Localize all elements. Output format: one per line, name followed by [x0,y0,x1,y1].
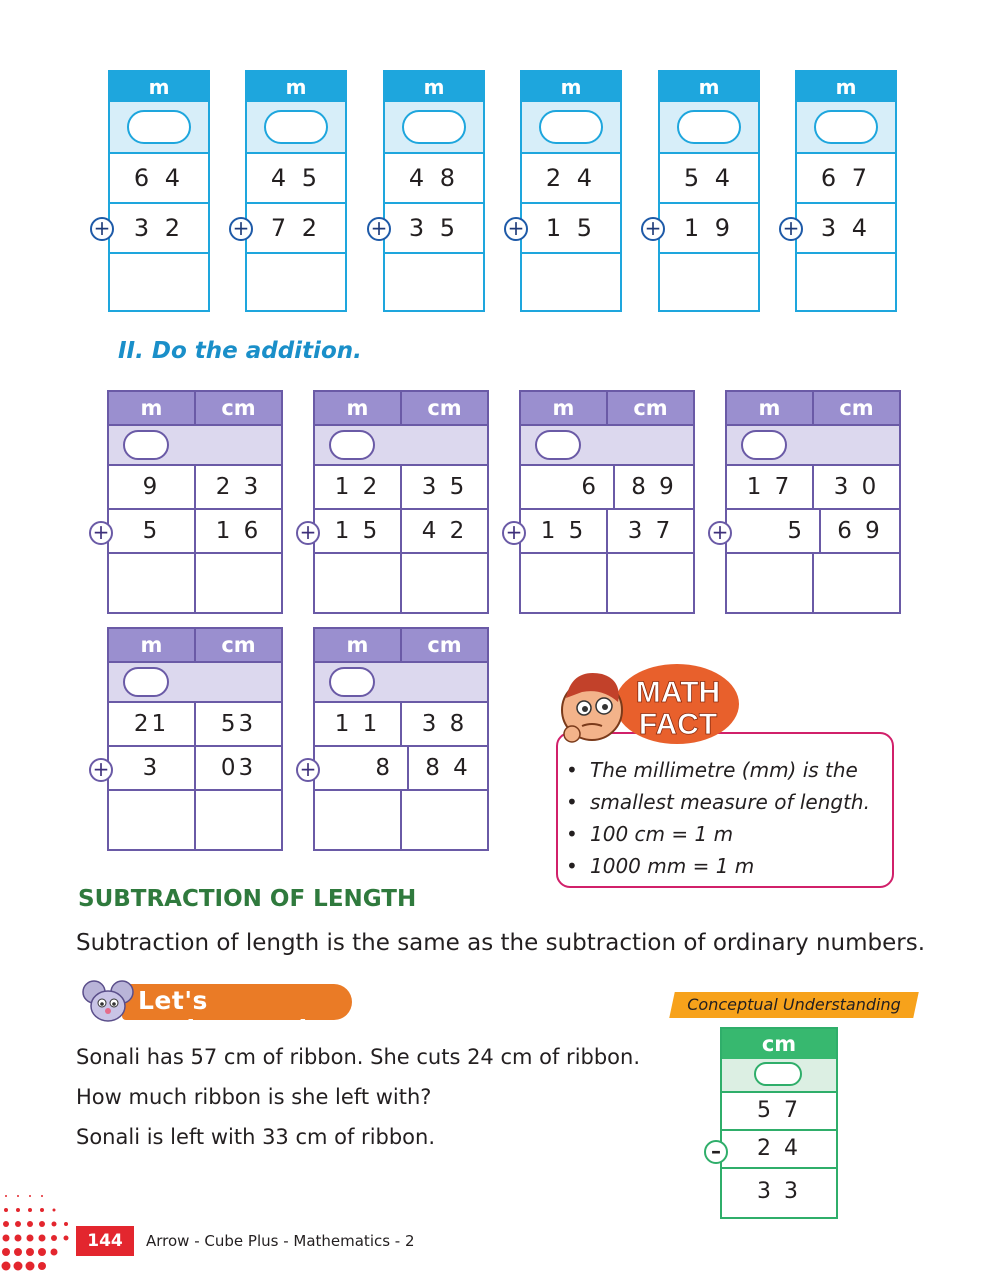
plus-icon: + [90,217,114,241]
subtraction-heading: SUBTRACTION OF LENGTH [78,886,417,912]
math-fact-box [556,732,894,888]
answer-cell[interactable] [522,254,620,310]
plus-icon: + [296,758,320,782]
addend-bottom: 1 9 [660,204,758,254]
page-number: 144 [76,1226,134,1256]
addend-top: 5 4 [660,154,758,204]
carry-oval[interactable] [402,110,466,144]
m-cm-table-4 [725,390,901,614]
fact-item: • smallest measure of length. [590,786,892,818]
m-answer-cell[interactable] [315,554,402,612]
cm-value-bottom: 1 6 [215,518,262,544]
concept-tag [669,992,919,1018]
table-header: m [385,72,483,102]
difference: 3 3 [757,1179,801,1204]
cm-value-bottom: 03 [220,755,257,781]
cm-header: cm [427,396,462,420]
cm-header: cm [722,1029,836,1059]
meter-table-1 [108,70,210,312]
cm-value-top: 2 3 [215,474,262,500]
cm-value-top: 8 9 [631,474,677,500]
meter-table-3 [383,70,485,312]
fact-item: • The millimetre (mm) is the [590,754,892,786]
m-value-top: 1 7 [727,466,814,508]
cm-value-top: 3 8 [421,711,468,737]
concept-tag-label: Conceptual Understanding [687,995,901,1014]
m-answer-cell[interactable] [727,554,814,612]
m-cm-table-1 [107,390,283,614]
m-value-bottom: 1 5 [315,510,402,552]
math-fact-badge [552,662,742,746]
cm-header: cm [427,633,462,657]
cm-header: cm [839,396,874,420]
m-cm-table-3 [519,390,695,614]
addend-bottom: 7 2 [247,204,345,254]
carry-oval[interactable] [329,667,375,697]
plus-icon: + [779,217,803,241]
table-header: m [110,72,208,102]
book-title: Arrow - Cube Plus - Mathematics - 2 [146,1232,415,1250]
cm-header: cm [633,396,668,420]
m-value-top: 1 1 [315,703,402,745]
carry-oval[interactable] [539,110,603,144]
carry-oval[interactable] [123,667,169,697]
story-line-3: Sonali is left with 33 cm of ribbon. [76,1125,436,1149]
section-2-title: II. Do the addition. [118,338,362,364]
plus-icon: + [641,217,665,241]
m-answer-cell[interactable] [109,554,196,612]
math-fact-line1: MATH [635,676,721,709]
plus-icon: + [229,217,253,241]
cm-answer-cell[interactable] [402,791,487,849]
m-value-top: 6 [521,466,615,508]
m-value-top: 9 [109,466,196,508]
plus-icon: + [708,521,732,545]
carry-oval[interactable] [264,110,328,144]
m-header: m [109,392,196,424]
addend-bottom: 3 5 [385,204,483,254]
meter-table-6 [795,70,897,312]
m-answer-cell[interactable] [109,791,196,849]
table-header: m [797,72,895,102]
subtrahend: 2 4 [722,1131,836,1169]
answer-cell[interactable] [797,254,895,310]
m-header: m [109,629,196,661]
cm-value-top: 3 0 [833,474,880,500]
cm-subtraction-table [720,1027,838,1219]
fact-item: • 1000 mm = 1 m [590,850,892,882]
mouse-mascot-icon [78,978,138,1024]
meter-table-2 [245,70,347,312]
carry-oval[interactable] [814,110,878,144]
math-fact-line2: FACT [638,708,718,741]
m-header: m [521,392,608,424]
cm-answer-cell[interactable] [196,791,281,849]
dot-pattern-decoration [0,1186,80,1280]
cm-header: cm [221,396,256,420]
addend-bottom: 3 4 [797,204,895,254]
m-value-top: 21 [109,703,196,745]
plus-icon: + [89,758,113,782]
cm-answer-cell[interactable] [608,554,693,612]
plus-icon: + [89,521,113,545]
addend-bottom: 3 2 [110,204,208,254]
m-value-bottom: 5 [727,510,821,552]
cm-header: cm [221,633,256,657]
cm-answer-cell[interactable] [196,554,281,612]
plus-icon: + [367,217,391,241]
cm-value-top: 3 5 [421,474,468,500]
m-value-bottom: 1 5 [521,510,608,552]
addend-top: 2 4 [522,154,620,204]
fact-item: • 100 cm = 1 m [590,818,892,850]
m-answer-cell[interactable] [521,554,608,612]
lets-understand-label: Let's Understand [138,986,308,1044]
carry-oval[interactable] [329,430,375,460]
m-answer-cell[interactable] [315,791,402,849]
carry-oval[interactable] [123,430,169,460]
table-header: m [522,72,620,102]
m-header: m [315,392,402,424]
answer-cell[interactable] [247,254,345,310]
carry-oval[interactable] [535,430,581,460]
table-header: m [247,72,345,102]
meter-table-5 [658,70,760,312]
subtraction-intro: Subtraction of length is the same as the subtraction of ordinary numbers. [76,930,926,956]
m-header: m [727,392,814,424]
cm-answer-cell[interactable] [402,554,487,612]
carry-oval[interactable] [677,110,741,144]
cm-value-top: 53 [220,711,257,737]
cm-value-bottom: 8 4 [425,755,471,781]
m-cm-table-2 [313,390,489,614]
minus-icon: – [704,1140,728,1164]
lets-understand-banner [78,978,354,1044]
carry-oval[interactable] [127,110,191,144]
cm-value-bottom: 6 9 [837,518,883,544]
cm-value-bottom: 4 2 [421,518,468,544]
m-cm-table-6 [313,627,489,851]
addend-top: 6 7 [797,154,895,204]
m-value-top: 1 2 [315,466,402,508]
addend-top: 4 8 [385,154,483,204]
meter-table-4 [520,70,622,312]
answer-cell[interactable] [660,254,758,310]
addend-top: 4 5 [247,154,345,204]
m-value-bottom: 8 [315,747,409,789]
m-header: m [315,629,402,661]
plus-icon: + [502,521,526,545]
borrow-oval[interactable] [754,1062,802,1086]
addend-bottom: 1 5 [522,204,620,254]
cm-answer-cell[interactable] [814,554,899,612]
plus-icon: + [504,217,528,241]
table-header: m [660,72,758,102]
minuend: 5 7 [722,1093,836,1131]
answer-cell[interactable] [110,254,208,310]
plus-icon: + [296,521,320,545]
answer-cell[interactable] [385,254,483,310]
story-line-1: Sonali has 57 cm of ribbon. She cuts 24 cm of ribbon. [76,1045,641,1069]
m-cm-table-5 [107,627,283,851]
addend-top: 6 4 [110,154,208,204]
m-value-bottom: 3 [109,747,196,789]
story-line-2: How much ribbon is she left with? [76,1085,432,1109]
carry-oval[interactable] [741,430,787,460]
cm-value-bottom: 3 7 [627,518,674,544]
m-value-bottom: 5 [109,510,196,552]
